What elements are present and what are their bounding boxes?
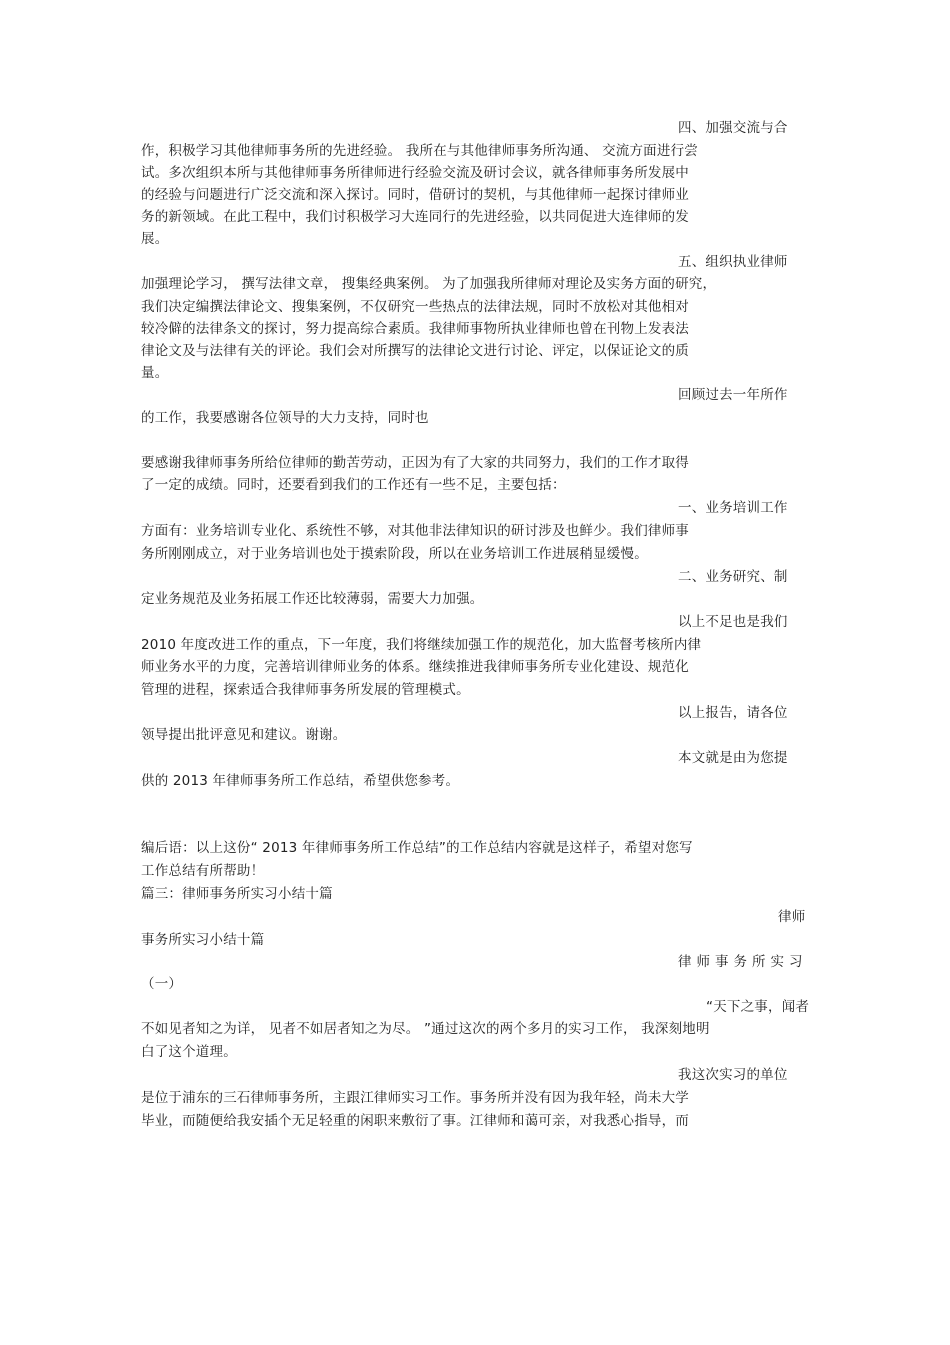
part3-title: 篇三：律师事务所实习小结十篇 — [141, 886, 333, 902]
section4-line: 展。 — [141, 231, 169, 247]
review-line: 了一定的成绩。同时，还要看到我们的工作还有一些不足，主要包括： — [141, 477, 566, 493]
part3-intro-start: 律师事务所实习 — [678, 954, 808, 970]
section4-heading-start: 四、加强交流与合 — [678, 120, 788, 136]
section5-line: 较冷僻的法律条文的探讨，努力提高综合素质。我律师事物所执业律师也曾在刊物上发表法 — [141, 321, 689, 337]
part3-sub-start: 律师 — [778, 909, 806, 925]
closing-start: 以上报告，请各位 — [678, 705, 788, 721]
part3-unit-start: 我这次实习的单位 — [678, 1067, 788, 1083]
part3-unit-line: 毕业，而随便给我安插个无足轻重的闲职来敷衍了事。江律师和蔼可亲，对我悉心指导，而 — [141, 1113, 689, 1129]
review-line: 要感谢我律师事务所给位律师的勤苦劳动，正因为有了大家的共同努力，我们的工作才取得 — [141, 455, 689, 471]
closing-line: 领导提出批评意见和建议。谢谢。 — [141, 727, 347, 743]
shortcoming2-line: 定业务规范及业务拓展工作还比较薄弱，需要大力加强。 — [141, 591, 484, 607]
source-line: 供的 2013 年律师事务所工作总结，希望供您参考。 — [141, 773, 460, 789]
improvement-line: 管理的进程，探索适合我律师事务所发展的管理模式。 — [141, 682, 470, 698]
section5-line: 我们决定编撰法律论文、搜集案例，不仅研究一些热点的法律法规，同时不放松对其他相对 — [141, 299, 689, 315]
section5-heading-start: 五、组织执业律师 — [678, 254, 788, 270]
review-line: 的工作，我要感谢各位领导的大力支持，同时也 — [141, 410, 429, 426]
section5-line: 律论文及与法律有关的评论。我们会对所撰写的法律论文进行讨论、评定，以保证论文的质 — [141, 343, 689, 359]
review-start: 回顾过去一年所作 — [678, 387, 788, 403]
improvement-line: 2010 年度改进工作的重点，下一年度，我们将继续加强工作的规范化，加大监督考核所内律 — [141, 637, 702, 653]
shortcoming1-line: 务所刚刚成立，对于业务培训也处于摸索阶段，所以在业务培训工作进展稍显缓慢。 — [141, 546, 648, 562]
shortcoming2-start: 二、业务研究、制 — [678, 569, 788, 585]
section4-line: 的经验与问题进行广泛交流和深入探讨。同时，借研讨的契机，与其他律师一起探讨律师业 — [141, 187, 689, 203]
part3-unit-line: 是位于浦东的三石律师事务所，主跟江律师实习工作。事务所并没有因为我年轻，尚未大学 — [141, 1090, 689, 1106]
section4-line: 试。多次组织本所与其他律师事务所律师进行经验交流及研讨会议，就各律师事务所发展中 — [141, 165, 689, 181]
editor-note-line: 编后语：以上这份“ 2013 年律师事务所工作总结”的工作总结内容就是这样子，希望对您写 — [141, 840, 693, 856]
part3-quote-start: “天下之事，闻者 — [706, 999, 810, 1015]
section4-line: 务的新领域。在此工程中，我们讨积极学习大连同行的先进经验，以共同促进大连律师的发 — [141, 209, 689, 225]
source-start: 本文就是由为您提 — [678, 750, 788, 766]
shortcoming1-start: 一、业务培训工作 — [678, 500, 788, 516]
shortcoming1-line: 方面有：业务培训专业化、系统性不够，对其他非法律知识的研讨涉及也鲜少。我们律师事 — [141, 523, 689, 539]
part3-intro-number: （一） — [141, 976, 183, 992]
part3-quote-line: 不如见者知之为详， 见者不如居者知之为尽。 ”通过这次的两个多月的实习工作， 我深刻地明 — [141, 1021, 710, 1037]
improvement-line: 师业务水平的力度，完善培训律师业务的体系。继续推进我律师事务所专业化建设、规范化 — [141, 659, 689, 675]
section5-line: 加强理论学习， 撰写法律文章， 搜集经典案例。 为了加强我所律师对理论及实务方面的研究， — [141, 276, 717, 292]
improvement-start: 以上不足也是我们 — [678, 614, 788, 630]
part3-quote-line: 白了这个道理。 — [141, 1044, 237, 1060]
part3-sub-line: 事务所实习小结十篇 — [141, 932, 265, 948]
section4-line: 作，积极学习其他律师事务所的先进经验。 我所在与其他律师事务所沟通、 交流方面进行尝 — [141, 143, 698, 159]
section5-line: 量。 — [141, 365, 169, 381]
editor-note-line: 工作总结有所帮助！ — [141, 863, 265, 879]
